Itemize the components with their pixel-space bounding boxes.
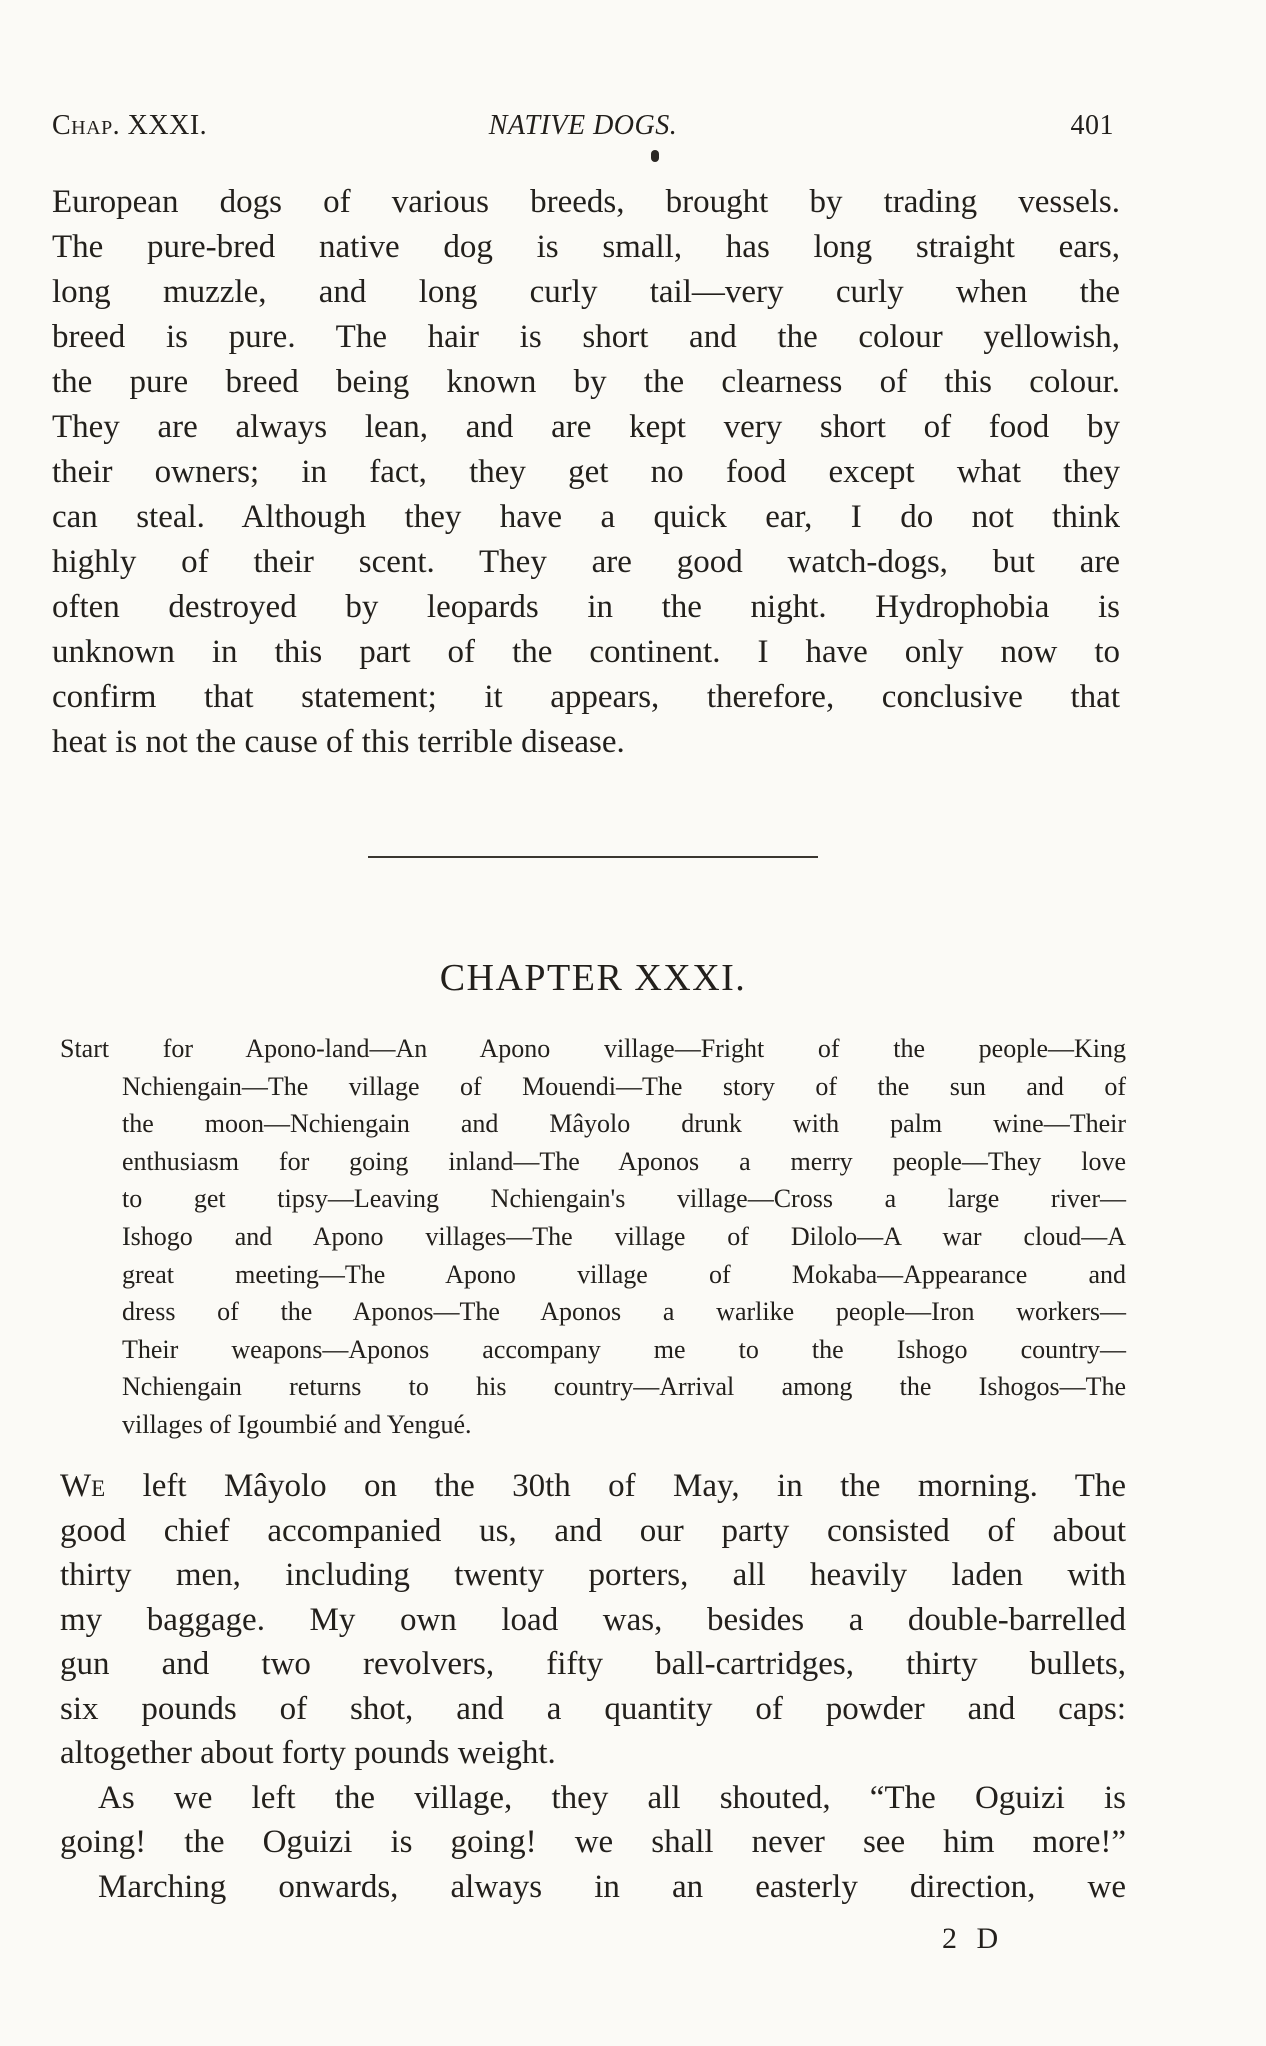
- chapter-synopsis: [60, 1030, 1126, 1444]
- text-line: the pure breed being known by the clearness of this colour.: [52, 364, 1120, 400]
- synopsis-line: the moon—Nchiengain and Mâyolo drunk with palm wine—Their: [122, 1109, 1126, 1139]
- synopsis-line: great meeting—The Apono village of Mokaba—Appearance and: [122, 1259, 1126, 1289]
- page-number: 401: [1070, 110, 1114, 141]
- text-line: highly of their scent. They are good watch-dogs, but are: [52, 544, 1120, 580]
- text-line: my baggage. My own load was, besides a double-barrelled: [60, 1601, 1126, 1638]
- drop-word: We: [60, 1468, 106, 1504]
- chapter-label: Chap. XXXI.: [52, 110, 208, 141]
- synopsis-line: villages of Igoumbié and Yengué.: [122, 1409, 472, 1439]
- synopsis-line: Nchiengain returns to his country—Arrival among the Ishogos—The: [122, 1372, 1126, 1402]
- ink-dot-mark: [651, 150, 659, 162]
- text-line: They are always lean, and are kept very short of food by: [52, 409, 1120, 445]
- chapter-title: CHAPTER XXXI.: [439, 957, 747, 999]
- chapter-body: [60, 1464, 1126, 1909]
- synopsis-line: Start for Apono-land—An Apono village—Fright of the people—King: [60, 1034, 1126, 1063]
- synopsis-line: enthusiasm for going inland—The Aponos a merry people—They love: [122, 1146, 1126, 1176]
- synopsis-line: Ishogo and Apono villages—The village of Dilolo—A war cloud—A: [122, 1221, 1126, 1251]
- text-line: unknown in this part of the continent. I have only now to: [52, 634, 1120, 670]
- text-line: European dogs of various breeds, brought by trading vessels.: [52, 184, 1120, 220]
- text-line: six pounds of shot, and a quantity of powder and caps:: [60, 1690, 1126, 1727]
- text-line: thirty men, including twenty porters, all heavily laden with: [60, 1557, 1126, 1593]
- text-line: altogether about forty pounds weight.: [60, 1735, 556, 1771]
- signature-mark: 2 D: [942, 1922, 1005, 1955]
- text-line: Marching onwards, always in an easterly direction, we: [98, 1868, 1126, 1905]
- text-line: good chief accompanied us, and our party consisted of about: [60, 1512, 1126, 1549]
- text-line: their owners; in fact, they get no food except what they: [52, 454, 1120, 490]
- text-line: going! the Oguizi is going! we shall never see him more!”: [60, 1824, 1126, 1860]
- text-line: often destroyed by leopards in the night. Hydrophobia is: [52, 589, 1120, 625]
- synopsis-line: Nchiengain—The village of Mouendi—The story of the sun and of: [122, 1071, 1126, 1101]
- text-line: We left Mâyolo on the 30th of May, in the morning. The: [60, 1468, 1126, 1504]
- running-head: [52, 110, 1114, 150]
- text-line: confirm that statement; it appears, therefore, conclusive that: [52, 679, 1120, 715]
- running-title: NATIVE DOGS.: [488, 110, 678, 141]
- text-line: gun and two revolvers, fifty ball-cartridges, thirty bullets,: [60, 1646, 1126, 1682]
- text-line: long muzzle, and long curly tail—very curly when the: [52, 274, 1120, 310]
- opening-paragraph: [52, 180, 1120, 765]
- text-line: The pure-bred native dog is small, has long straight ears,: [52, 229, 1120, 265]
- text-line: As we left the village, they all shouted, “The Oguizi is: [98, 1779, 1126, 1816]
- synopsis-line: Their weapons—Aponos accompany me to the Ishogo country—: [122, 1334, 1126, 1364]
- text-line: breed is pure. The hair is short and the colour yellowish,: [52, 319, 1120, 355]
- text-line: heat is not the cause of this terrible disease.: [52, 724, 625, 760]
- text-line: can steal. Although they have a quick ear, I do not think: [52, 499, 1120, 535]
- synopsis-line: dress of the Aponos—The Aponos a warlike people—Iron workers—: [122, 1297, 1126, 1327]
- synopsis-line: to get tipsy—Leaving Nchiengain's village—Cross a large river—: [122, 1184, 1126, 1214]
- section-divider: [368, 856, 818, 858]
